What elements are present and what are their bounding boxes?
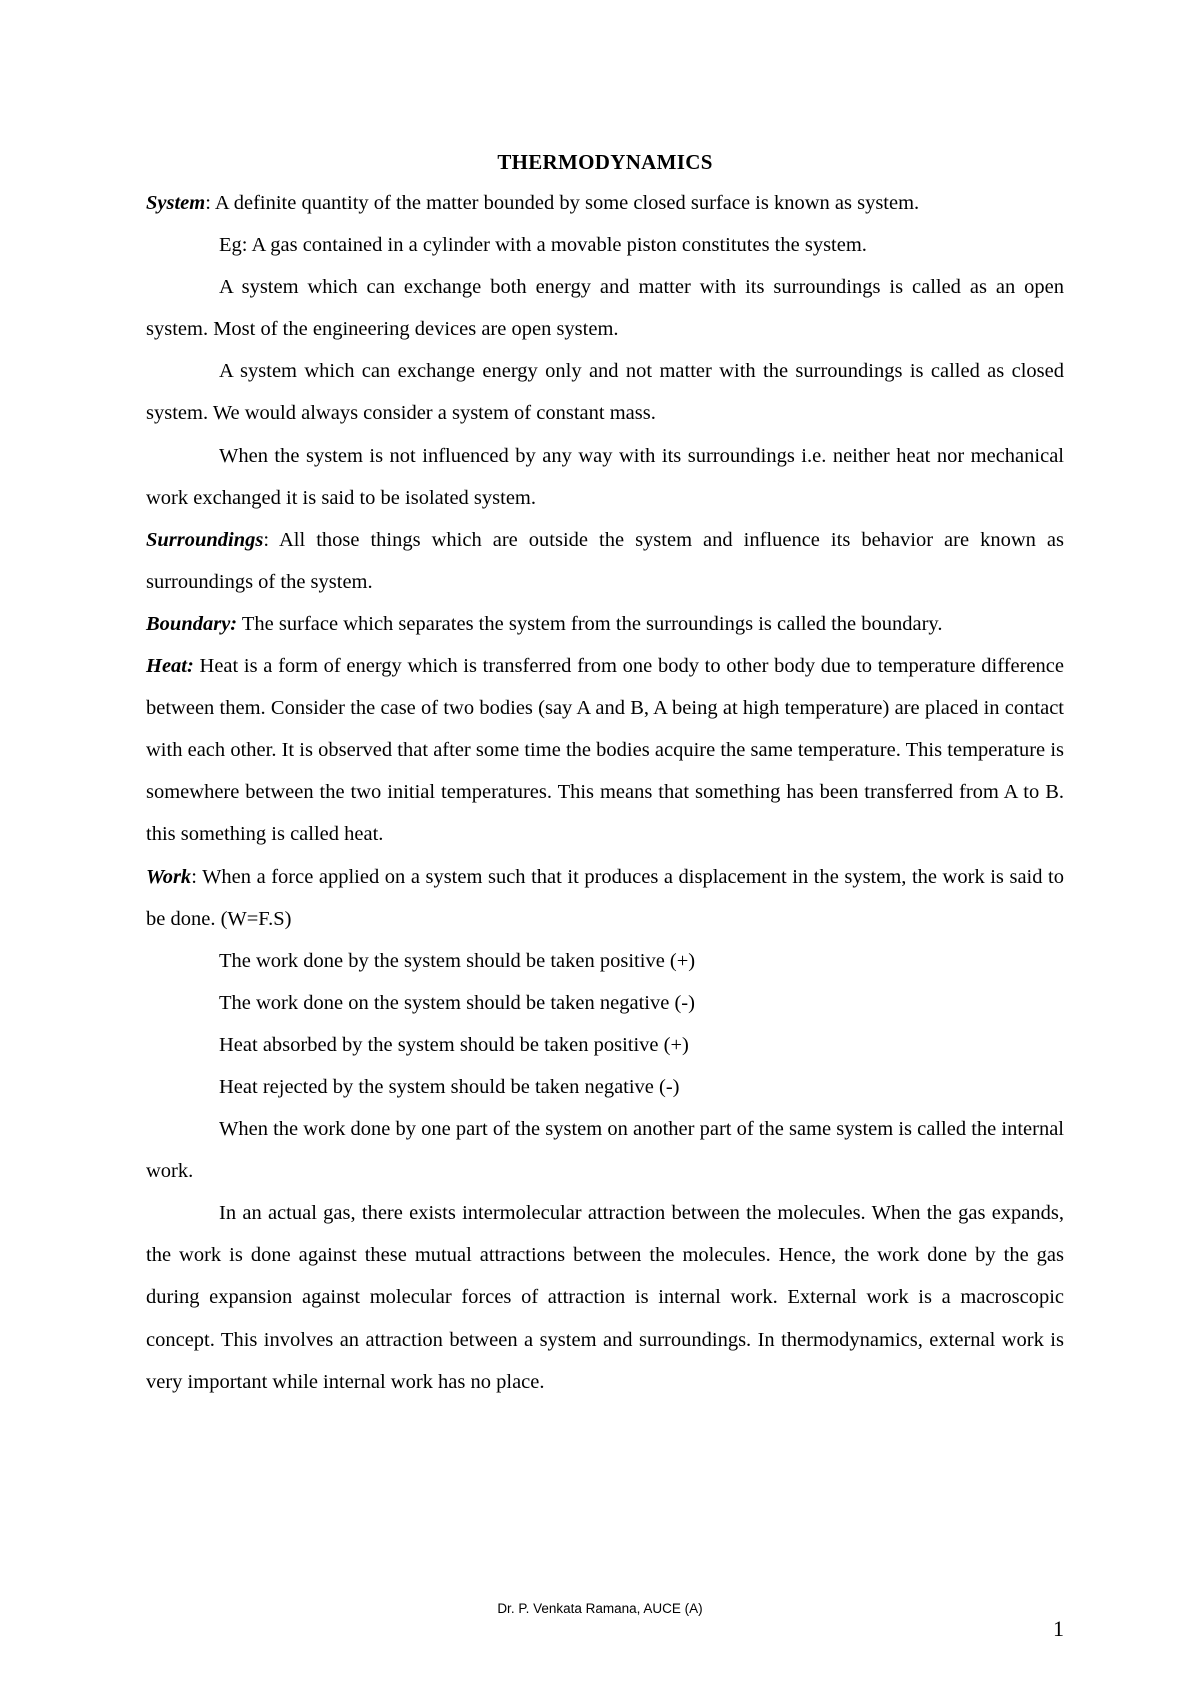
heat-definition [146,645,1064,855]
surroundings-definition [146,519,1064,603]
document-body [146,142,1064,1403]
system-term: System [146,192,206,214]
surroundings-term: Surroundings [146,528,264,551]
work-term-colon: : [191,865,197,888]
surroundings-definition-text: All those things which are outside the system and influence its behavior are known as surroundings of the system. [146,528,1064,593]
page-title: THERMODYNAMICS [497,150,713,174]
internal-work-paragraph: When the work done by one part of the system on another part of the same system is called the internal work. [146,1118,1064,1183]
isolated-system-paragraph: When the system is not influenced by any way with its surroundings i.e. neither heat nor mechanical work exchanged it is said to be isolated system. [146,444,1064,509]
system-example: Eg: A gas contained in a cylinder with a movable piston constitutes the system. [219,234,867,257]
footer-credit: Dr. P. Venkata Ramana, AUCE (A) [497,1601,703,1616]
sign-convention-line: Heat rejected by the system should be taken negative (-) [219,1075,680,1098]
closed-system-paragraph: A system which can exchange energy only and not matter with the surroundings is called as closed system. We would always consider a system of constant mass. [146,360,1064,425]
work-definition-text: When a force applied on a system such that it produces a displacement in the system, the work is said to be done. (W=F.S) [146,865,1064,930]
sign-convention-line: Heat absorbed by the system should be taken positive (+) [219,1033,689,1056]
sign-convention-line: The work done by the system should be taken positive (+) [219,949,696,972]
open-system-paragraph: A system which can exchange both energy and matter with its surroundings is called as an open system. Most of the engineering devices are open system. [146,276,1064,341]
system-definition-text: A definite quantity of the matter bounded by some closed surface is known as system. [210,192,920,214]
system-term-colon: : [205,192,211,214]
system-definition [146,182,1064,224]
boundary-definition [146,603,1064,645]
work-definition [146,856,1064,940]
heat-term: Heat: [146,655,194,678]
boundary-term: Boundary: [146,612,238,635]
page-number: 1 [1053,1616,1064,1641]
sign-convention-line: The work done on the system should be taken negative (-) [219,991,695,1014]
surroundings-term-colon: : [263,528,270,551]
heat-definition-text: Heat is a form of energy which is transferred from one body to other body due to temperature difference between them. Consider the case of two bodies (say A and B, A being at high temperature) are placed in contact with each other. It is observed that after some time the bodies acquire the same temperature. This temperature is somewhere between the two initial temperatures. This means that something has been transferred from A to B. this something is called heat. [146,655,1064,846]
actual-gas-paragraph: In an actual gas, there exists intermolecular attraction between the molecules. When the gas expands, the work is done against these mutual attractions between the molecules. Hence, the work done by the gas during expansion against molecular forces of attraction is internal work. External work is a macroscopic concept. This involves an attraction between a system and surroundings. In thermodynamics, external work is very important while internal work has no place. [146,1202,1064,1393]
work-term: Work [146,865,192,888]
boundary-definition-text: The surface which separates the system from the surroundings is called the boundary. [237,612,943,635]
